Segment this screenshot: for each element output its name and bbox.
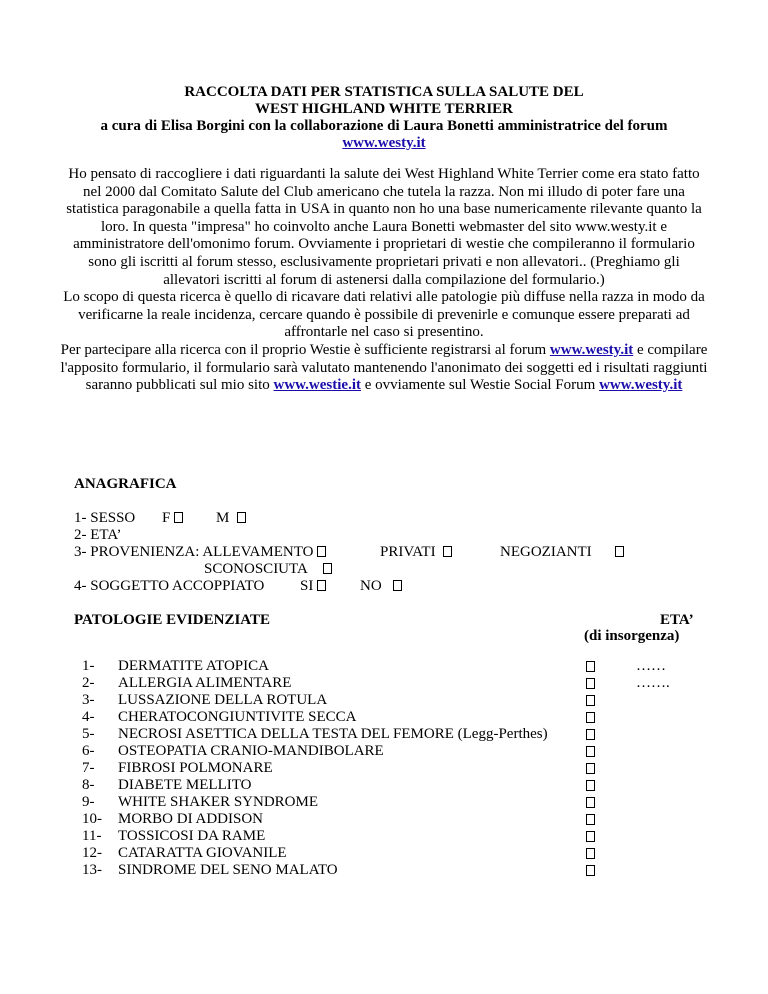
accoppiato-label: 4- SOGGETTO ACCOPPIATO	[74, 578, 265, 594]
patologie-heading: PATOLOGIE EVIDENZIATE	[74, 612, 271, 628]
eta-column-subheading: (di insorgenza)	[584, 628, 680, 644]
list-item-label: ALLERGIA ALIMENTARE	[118, 675, 292, 691]
eta-label: 2- ETA’	[74, 527, 122, 543]
list-item-label: WHITE SHAKER SYNDROME	[118, 794, 318, 810]
patologie-list	[82, 658, 702, 879]
list-item-label: NECROSI ASETTICA DELLA TESTA DEL FEMORE (Legg-Perthes)	[118, 726, 548, 742]
checkbox-empty-icon[interactable]	[317, 580, 326, 591]
list-item	[82, 777, 702, 794]
list-item-label: MORBO DI ADDISON	[118, 811, 264, 827]
list-item	[82, 862, 702, 879]
eta-value-1[interactable]: ……	[636, 658, 666, 674]
checkbox-empty-icon[interactable]	[615, 546, 624, 557]
title-line-1: RACCOLTA DATI PER STATISTICA SULLA SALUTE DEL	[184, 84, 584, 100]
list-item-number: 5-	[82, 726, 95, 742]
list-item-number: 6-	[82, 743, 95, 759]
checkbox-empty-icon[interactable]	[586, 746, 595, 757]
sesso-option-m	[216, 510, 246, 527]
list-item	[82, 658, 702, 675]
checkbox-empty-icon[interactable]	[586, 678, 595, 689]
checkbox-empty-icon[interactable]	[586, 661, 595, 672]
list-item	[82, 692, 702, 709]
checkbox-empty-icon[interactable]	[323, 563, 332, 574]
checkbox-empty-icon[interactable]	[586, 831, 595, 842]
westy-link-1[interactable]: www.westy.it	[549, 341, 634, 358]
checkbox-empty-icon[interactable]	[586, 814, 595, 825]
document-title	[40, 84, 728, 152]
no-label: NO	[360, 578, 382, 594]
list-item-number: 3-	[82, 692, 95, 708]
title-line-3: a cura di Elisa Borgini con la collaborazione di Laura Bonetti amministratrice del forum	[100, 118, 668, 134]
eta-column-heading: ETA’	[660, 612, 694, 628]
list-item-label: DERMATITE ATOPICA	[118, 658, 269, 674]
checkbox-empty-icon[interactable]	[174, 512, 183, 523]
provenienza-privati	[380, 544, 452, 561]
list-item-number: 12-	[82, 845, 102, 861]
eta-value-2[interactable]: …….	[636, 675, 670, 691]
intro-paragraph-3	[60, 342, 708, 395]
list-item-label: LUSSAZIONE DELLA ROTULA	[118, 692, 328, 708]
privati-label: PRIVATI	[380, 544, 436, 560]
westie-link[interactable]: www.westie.it	[273, 377, 361, 394]
provenienza-negozianti: NEGOZIANTI	[500, 544, 592, 560]
intro-paragraph-1: Ho pensato di raccogliere i dati riguardanti la salute dei West Highland White Terrier come era stato fatto nel 2000 dal Comitato Salute del Club americano che tutela la razza. Non mi illudo di poter fare una statistica paragonabile a quella fatta in USA in quanto non ho una base numericamente rilevante quanto la loro. In questa "impresa" ho coinvolto anche Laura Bonetti webmaster del sito www.westy.it e amministratore dell'omonimo forum. Ovviamente i proprietari di westie che compileranno il formulario sono gli iscritti al forum stesso, esclusivamente proprietari privati e non allevatori.. (Preghiamo gli allevatori iscritti al forum di astenersi dalla compilazione del formulario.)	[66, 166, 702, 288]
list-item-number: 13-	[82, 862, 102, 878]
list-item-number: 8-	[82, 777, 95, 793]
list-item	[82, 845, 702, 862]
checkbox-empty-icon[interactable]	[586, 712, 595, 723]
title-line-2: WEST HIGHLAND WHITE TERRIER	[255, 101, 513, 117]
checkbox-empty-icon[interactable]	[586, 780, 595, 791]
list-item-label: CATARATTA GIOVANILE	[118, 845, 287, 861]
list-item	[82, 828, 702, 845]
checkbox-empty-icon[interactable]	[393, 580, 402, 591]
checkbox-empty-icon[interactable]	[317, 546, 326, 557]
si-label: SI	[300, 578, 314, 594]
intro-p3-text-b: e compilare l'apposito formulario, il formulario sarà valutato mantenendo l'anonimato dei soggetti ed i risultati raggiunti saranno pubblicati sul mio sito	[60, 341, 708, 394]
list-item-number: 4-	[82, 709, 95, 725]
list-item-label: CHERATOCONGIUNTIVITE SECCA	[118, 709, 357, 725]
list-item	[82, 726, 702, 743]
sesso-option-f	[162, 510, 183, 527]
list-item-label: OSTEOPATIA CRANIO-MANDIBOLARE	[118, 743, 384, 759]
list-item-label: SINDROME DEL SENO MALATO	[118, 862, 338, 878]
sesso-f-label: F	[162, 510, 171, 526]
list-item-number: 10-	[82, 811, 102, 827]
list-item-label: FIBROSI POLMONARE	[118, 760, 273, 776]
list-item-label: DIABETE MELLITO	[118, 777, 252, 793]
list-item-number: 9-	[82, 794, 95, 810]
list-item	[82, 743, 702, 760]
list-item-number: 11-	[82, 828, 102, 844]
list-item	[82, 709, 702, 726]
checkbox-empty-icon[interactable]	[586, 695, 595, 706]
negozianti-checkbox	[615, 544, 624, 561]
list-item-number: 1-	[82, 658, 95, 674]
checkbox-empty-icon[interactable]	[586, 848, 595, 859]
list-item-number: 7-	[82, 760, 95, 776]
list-item-number: 2-	[82, 675, 95, 691]
checkbox-empty-icon[interactable]	[586, 797, 595, 808]
checkbox-empty-icon[interactable]	[237, 512, 246, 523]
sesso-m-label: M	[216, 510, 230, 526]
intro-p3-text-a: Per partecipare alla ricerca con il proprio Westie è sufficiente registrarsi al forum	[60, 341, 550, 358]
intro-text	[60, 166, 708, 395]
accoppiato-no	[360, 578, 402, 595]
checkbox-empty-icon[interactable]	[586, 729, 595, 740]
sesso-label: 1- SESSO	[74, 510, 136, 526]
intro-paragraph-2: Lo scopo di questa ricerca è quello di ricavare dati relativi alle patologie più diffuse nella razza in modo da verificarne la reale incidenza, cercare quando è possibile di prevenirle e comunque essere preparati ad affrontarle nel caso si presentino.	[63, 289, 705, 341]
anagrafica-heading: ANAGRAFICA	[74, 476, 177, 492]
list-item-label: TOSSICOSI DA RAME	[118, 828, 266, 844]
provenienza-sconosciuta	[204, 561, 332, 578]
sconosciuta-label: SCONOSCIUTA	[204, 561, 308, 577]
checkbox-empty-icon[interactable]	[586, 865, 595, 876]
provenienza-label: 3- PROVENIENZA: ALLEVAMENTO	[74, 544, 314, 560]
list-item	[82, 811, 702, 828]
checkbox-empty-icon[interactable]	[443, 546, 452, 557]
list-item	[82, 794, 702, 811]
checkbox-empty-icon[interactable]	[586, 763, 595, 774]
westy-link-2[interactable]: www.westy.it	[599, 377, 683, 394]
list-item	[82, 675, 702, 692]
forum-link[interactable]: www.westy.it	[342, 135, 426, 151]
accoppiato-si	[300, 578, 326, 595]
intro-p3-text-c: e ovviamente sul Westie Social Forum	[361, 377, 600, 394]
list-item	[82, 760, 702, 777]
provenienza-allevamento	[74, 544, 326, 561]
